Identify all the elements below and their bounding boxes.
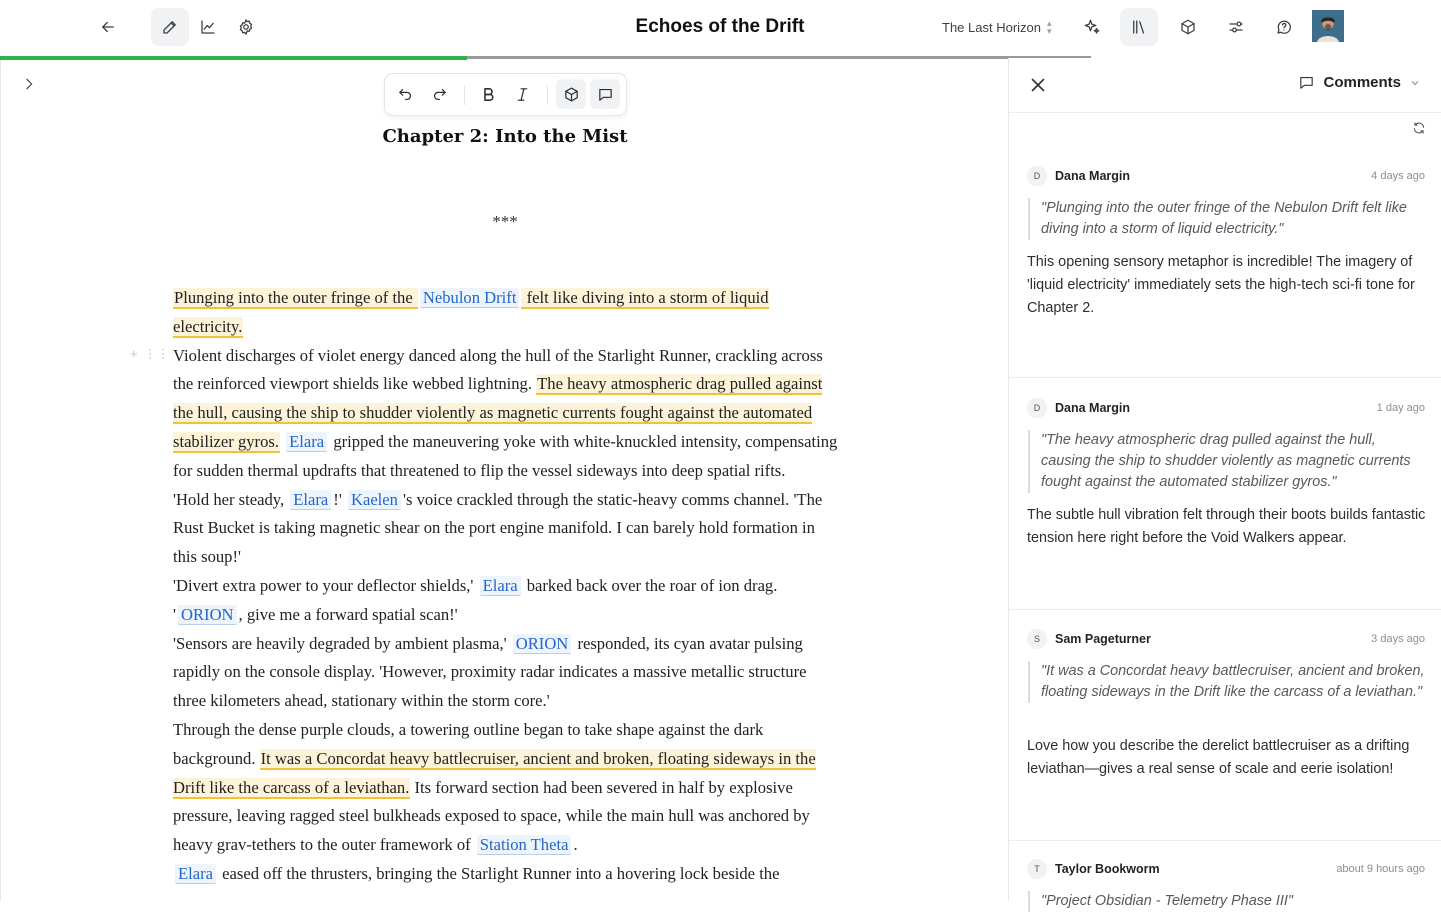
- entity-tag[interactable]: Elara: [286, 432, 327, 452]
- insert-entity-button[interactable]: [556, 79, 586, 109]
- comments-panel: [1008, 58, 1440, 909]
- gear-icon: [237, 18, 255, 36]
- chevron-right-icon: [21, 76, 37, 92]
- updown-chevron-icon: ▴ ▾: [1047, 18, 1052, 36]
- comment-author: Sam Pageturner: [1055, 632, 1151, 646]
- text-run: Violent discharges of violet energy danced along the hull of the Starlight Runner, crackling across the reinforced viewport shields like webbed lightning.: [173, 345, 823, 394]
- toolbar-divider: [464, 85, 465, 105]
- chapter-title: Chapter 2: Into the Mist: [382, 126, 628, 147]
- comment-card[interactable]: [1009, 629, 1441, 841]
- manuscript-paragraph[interactable]: [173, 284, 841, 342]
- comment-quote: "It was a Concordat heavy battlecruiser, ancient and broken, floating sideways in the Drift like the carcass of a leviathan.": [1028, 661, 1426, 703]
- comment-icon: [1298, 74, 1315, 91]
- scene-separator: ***: [492, 212, 518, 231]
- help-button[interactable]: [1265, 8, 1303, 46]
- comment-author-initial: D: [1027, 166, 1047, 186]
- comment-card[interactable]: [1009, 859, 1441, 919]
- text-run: barked back over the roar of ion drag. ': [173, 575, 778, 624]
- undo-icon: [397, 86, 414, 103]
- entity-tag[interactable]: Station Theta: [477, 835, 572, 855]
- project-name: The Last Horizon: [942, 19, 1041, 35]
- format-toolbar: [384, 73, 627, 116]
- library-button[interactable]: [1120, 8, 1158, 46]
- text-run: gripped the maneuvering yoke with white-knuckled intensity, compensating for sudden thermal updrafts that threatened to flip the vessel sideways into deep spatial rifts.: [173, 431, 838, 480]
- comment-icon: [597, 86, 614, 103]
- entity-tag[interactable]: Elara: [175, 864, 216, 884]
- text-run: .: [573, 835, 578, 855]
- settings-button[interactable]: [227, 8, 265, 46]
- drag-handle-icon[interactable]: ⋮⋮: [143, 346, 170, 361]
- refresh-icon: [1412, 121, 1426, 135]
- document-title: Echoes of the Drift: [635, 16, 805, 37]
- undo-button[interactable]: [390, 79, 420, 109]
- comment-body: This opening sensory metaphor is incredible! The imagery of 'liquid electricity' immediately sets the high-tech sci-fi tone for Chapter 2.: [1027, 254, 1415, 316]
- italic-button[interactable]: [507, 79, 537, 109]
- comment-time: about 9 hours ago: [1336, 863, 1425, 875]
- manuscript-text[interactable]: [173, 284, 841, 889]
- entity-tag[interactable]: Elara: [290, 490, 331, 510]
- text-run: !': [333, 489, 346, 509]
- commented-highlight[interactable]: The heavy atmospheric drag pulled against the hull, causing the ship to shudder violently as magnetic currents fought against the automated stabilizer gyros.: [173, 374, 823, 451]
- chevron-down-icon: [1409, 77, 1421, 89]
- write-mode-button[interactable]: [151, 8, 189, 46]
- cube-icon: [563, 86, 580, 103]
- text-run: 'Sensors are heavily degraded by ambient plasma,': [173, 633, 511, 653]
- help-icon: [1275, 18, 1293, 36]
- text-run: Its forward section had been severed in half by explosive pressure, leaving ragged steel bulkheads exposed to space, while the main hull was anchored by heavy grav-tethers to the outer framework of: [173, 777, 810, 855]
- comment-quote: "The heavy atmospheric drag pulled against the hull, causing the ship to shudder violently as magnetic currents fought against the automated stabilizer gyros.": [1028, 430, 1426, 493]
- cube-icon: [1179, 18, 1197, 36]
- manuscript-paragraph[interactable]: [173, 630, 841, 716]
- editor-area: [0, 60, 1008, 900]
- bold-button[interactable]: [473, 79, 503, 109]
- entity-tag[interactable]: Elara: [480, 576, 521, 596]
- manuscript-paragraph[interactable]: [173, 572, 841, 630]
- comment-author-initial: S: [1027, 629, 1047, 649]
- sparkle-icon: [1083, 18, 1101, 36]
- comment-quote: "Project Obsidian - Telemetry Phase III": [1028, 891, 1426, 912]
- comment-author-initial: T: [1027, 859, 1047, 879]
- comment-header: [1027, 166, 1425, 186]
- comment-card[interactable]: [1009, 398, 1441, 610]
- text-run: responded, its cyan avatar pulsing rapidly on the console display. 'However, proximity radar indicates a massive metallic structure three kilometers ahead, stationary within the storm core.': [173, 633, 807, 711]
- user-avatar-image: [1312, 10, 1344, 42]
- comment-time: 4 days ago: [1371, 170, 1425, 182]
- add-block-icon[interactable]: +: [130, 346, 138, 361]
- text-run: Through the dense purple clouds, a towering outline began to take shape against the dark background.: [173, 719, 764, 768]
- manuscript-paragraph[interactable]: [173, 860, 841, 889]
- back-arrow-icon: [99, 18, 117, 36]
- top-bar: [0, 0, 1440, 56]
- chart-icon: [199, 18, 217, 36]
- close-icon: [1027, 74, 1049, 96]
- project-selector[interactable]: [942, 19, 1052, 35]
- analytics-button[interactable]: [189, 8, 227, 46]
- entity-tag[interactable]: Kaelen: [348, 490, 401, 510]
- text-run: [280, 432, 284, 451]
- text-run: eased off the thrusters, bringing the Starlight Runner into a hovering lock beside the: [218, 863, 780, 883]
- avatar[interactable]: [1312, 10, 1344, 42]
- comments-panel-header: [1009, 58, 1441, 113]
- manuscript-paragraph[interactable]: [173, 486, 841, 572]
- comment-author: Dana Margin: [1055, 401, 1131, 415]
- manuscript-paragraph[interactable]: [173, 716, 841, 860]
- commented-highlight[interactable]: Plunging into the outer fringe of the: [174, 288, 417, 307]
- comment-author: Dana Margin: [1055, 169, 1131, 183]
- text-run: 'Divert extra power to your deflector shields,': [173, 575, 478, 595]
- panel-mode-selector[interactable]: [1298, 74, 1421, 91]
- comment-author: Taylor Bookworm: [1055, 862, 1160, 876]
- comment-body: The subtle hull vibration felt through their boots builds fantastic tension here right before the Void Walkers appear.: [1027, 507, 1426, 546]
- panel-mode-label: Comments: [1323, 74, 1401, 91]
- commented-highlight[interactable]: It was a Concordat heavy battlecruiser, ancient and broken, floating sideways in the Drift like the carcass of a leviathan.: [173, 748, 816, 797]
- entity-tag[interactable]: ORION: [178, 605, 237, 625]
- comment-quote: "Plunging into the outer fringe of the Nebulon Drift felt like diving into a storm of liquid electricity.": [1028, 198, 1426, 240]
- entity-tag[interactable]: Nebulon Drift: [420, 288, 520, 308]
- comment-card[interactable]: [1009, 166, 1441, 378]
- comment-author-initial: D: [1027, 398, 1047, 418]
- pen-icon: [161, 18, 179, 36]
- back-button[interactable]: [89, 8, 127, 46]
- comment-header: [1027, 398, 1425, 418]
- comment-header: [1027, 859, 1425, 879]
- block-handle[interactable]: [130, 346, 170, 362]
- toolbar-divider: [547, 85, 548, 105]
- bold-icon: [480, 86, 497, 103]
- redo-icon: [431, 86, 448, 103]
- close-panel-button[interactable]: [1027, 74, 1049, 96]
- comment-time: 3 days ago: [1371, 633, 1425, 645]
- manuscript-paragraph[interactable]: [173, 342, 841, 486]
- refresh-comments-button[interactable]: [1412, 121, 1426, 135]
- assets-button[interactable]: [1169, 8, 1207, 46]
- italic-icon: [514, 86, 531, 103]
- text-run: , give me a forward spatial scan!': [238, 604, 458, 624]
- add-comment-button[interactable]: [590, 79, 620, 109]
- redo-button[interactable]: [424, 79, 454, 109]
- ai-assist-button[interactable]: [1073, 8, 1111, 46]
- text-run: 'Hold her steady,: [173, 489, 289, 509]
- expand-sidebar-button[interactable]: [21, 76, 37, 92]
- library-icon: [1130, 18, 1148, 36]
- text-run: 's voice crackled through the static-heavy comms channel. 'The Rust Bucket is taking magnetic shear on the port engine manifold. I can barely hold formation in this soup!': [173, 489, 823, 567]
- comment-time: 1 day ago: [1376, 402, 1425, 414]
- adjust-button[interactable]: [1217, 8, 1255, 46]
- sliders-icon: [1227, 18, 1245, 36]
- comment-header: [1027, 629, 1425, 649]
- comment-body: Love how you describe the derelict battlecruiser as a drifting leviathan—gives a real sense of scale and eerie isolation!: [1027, 738, 1410, 777]
- commented-highlight[interactable]: felt like diving into a storm of liquid electricity.: [173, 288, 769, 336]
- entity-tag[interactable]: ORION: [513, 634, 572, 654]
